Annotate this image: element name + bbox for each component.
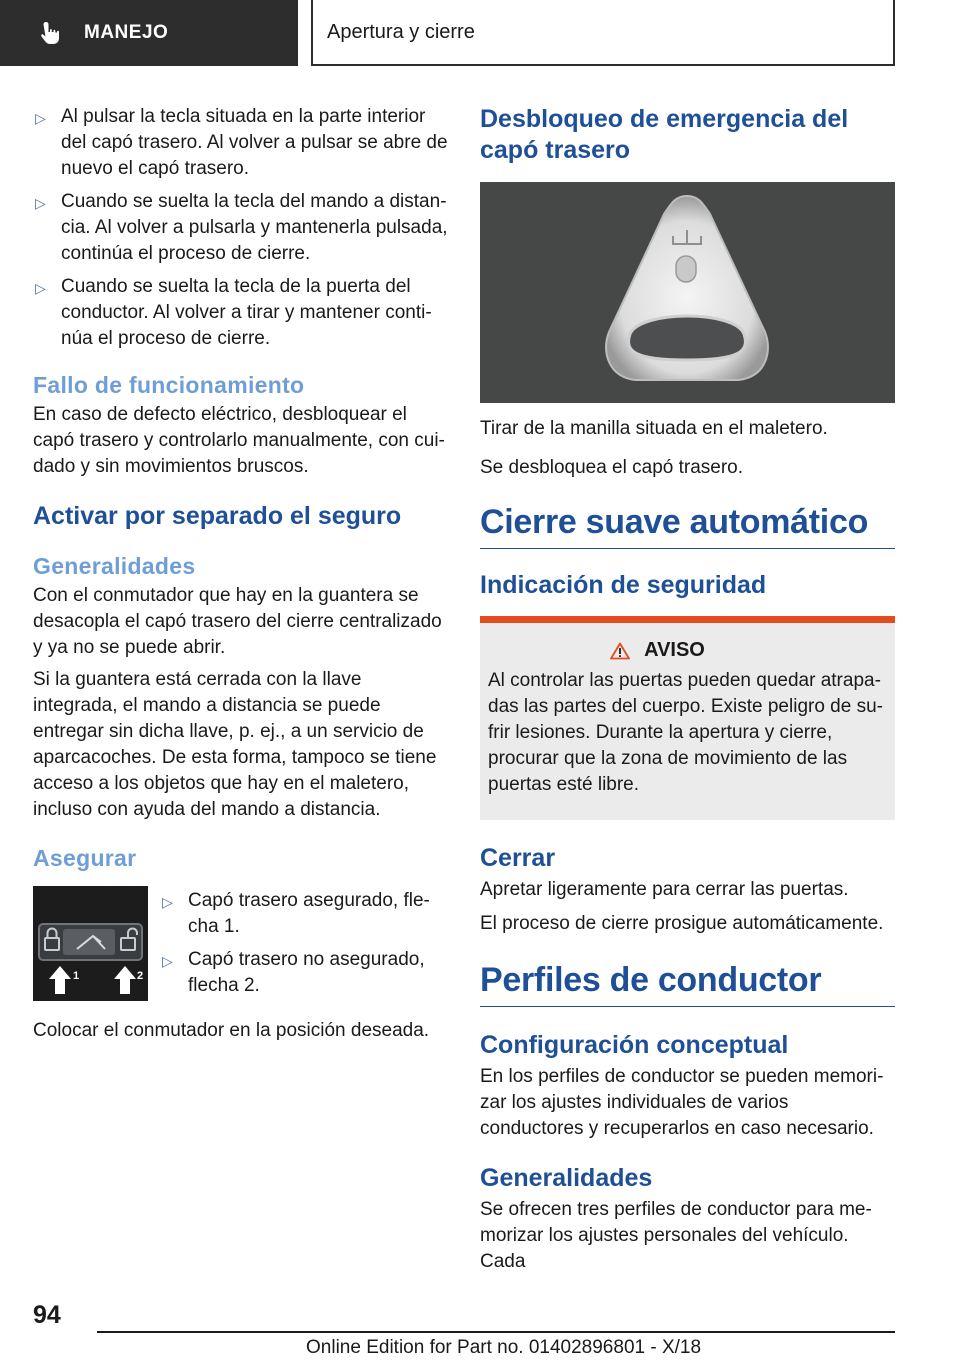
triangle-bullet-icon: ▷ <box>162 953 173 969</box>
generalidades-heading-left: Generalidades <box>33 553 196 579</box>
warning-triangle-icon <box>610 642 630 660</box>
warning-text: Al controlar las puertas pueden quedar atrapadas las partes del cuerpo. Existe peligro de sufrir lesiones. Durante la apertura y cierre, procurar que la zona de movimiento de las puertas esté libre. <box>488 670 883 795</box>
footer-divider <box>97 1331 895 1333</box>
left-column <box>33 104 448 1044</box>
list-item: ▷ Cuando se suelta la tecla de la puerta del conductor. Al volver a tirar y mantener continúa el proceso de cierre. <box>33 274 448 352</box>
fallo-heading: Fallo de funcionamiento <box>33 372 305 398</box>
emergency-release-handle-image <box>480 182 895 403</box>
generalidades-heading-right: Generalidades <box>480 1164 653 1192</box>
page-header <box>0 0 960 66</box>
generalidades-text-right: Se ofrecen tres perfiles de conductor para memorizar los ajustes personales del vehículo. Cada <box>480 1199 872 1272</box>
chapter-title-box <box>311 0 895 66</box>
cierre-heading: Cierre suave automático <box>480 503 895 549</box>
handle-illustration <box>480 182 895 403</box>
arrow-label-2: 2 <box>137 970 144 982</box>
page-number: 94 <box>33 1301 61 1329</box>
list-item: ▷ Capó trasero no asegurado, flecha 2. <box>160 947 448 999</box>
section-label: MANEJO <box>84 22 169 43</box>
config-text: En los perfiles de conductor se pueden memorizar los ajustes individuales de varios conductores y recuperarlos en caso necesario. <box>480 1066 884 1139</box>
list-item: ▷ Cuando se suelta la tecla del mando a distancia. Al volver a pulsarla y mantenerla pulsada, continúa el proceso de cierre. <box>33 189 448 267</box>
list-item: ▷ Al pulsar la tecla situada en la parte interior del capó trasero. Al volver a pulsar se abre de nuevo el capó trasero. <box>33 104 448 182</box>
cerrar-heading: Cerrar <box>480 844 556 872</box>
desbloqueo-heading: Desbloqueo de emergencia del capó trasero <box>480 105 849 164</box>
triangle-bullet-icon: ▷ <box>35 110 46 126</box>
trunk-lock-switch-image <box>33 886 148 1001</box>
cerrar-p1: Apretar ligeramente para cerrar las puertas. <box>480 879 849 900</box>
desbloqueo-p1: Tirar de la manilla situada en el maletero. <box>480 418 828 439</box>
perfiles-heading: Perfiles de conductor <box>480 961 895 1007</box>
asegurar-list <box>160 886 448 1006</box>
triangle-bullet-icon: ▷ <box>35 280 46 296</box>
generalidades-p2: Si la guantera está cerrada con la llave integrada, el mando a distancia se puede entregar sin dicha llave, p. ej., a un servicio de aparcacoches. De esta forma, tampoco se tiene acceso a los objetos que hay en el maletero, incluso con ayuda del mando a distancia. <box>33 669 437 820</box>
list-item: ▷ Capó trasero asegurado, flecha 1. <box>160 888 448 940</box>
asegurar-block <box>33 886 448 1006</box>
activar-heading: Activar por separado el seguro <box>33 502 402 530</box>
indicacion-heading: Indicación de seguridad <box>480 571 767 599</box>
footer-edition: Online Edition for Part no. 01402896801 - X/18 <box>306 1337 702 1358</box>
asegurar-heading: Asegurar <box>33 845 137 871</box>
asegurar-text: Colocar el conmutador en la posición deseada. <box>33 1020 430 1041</box>
warning-title-row <box>488 639 887 662</box>
generalidades-p1: Con el conmutador que hay en la guantera se desacopla el capó trasero del cierre centralizado y ya no se puede abrir. <box>33 585 442 658</box>
desbloqueo-p2: Se desbloquea el capó trasero. <box>480 457 744 478</box>
warning-box <box>480 616 895 820</box>
config-heading: Configuración conceptual <box>480 1031 789 1059</box>
triangle-bullet-icon: ▷ <box>162 894 173 910</box>
section-tab <box>0 0 298 66</box>
switch-illustration <box>33 886 148 1001</box>
fallo-text: En caso de defecto eléctrico, desbloquear el capó trasero y controlarlo manualmente, con cuidado y sin movimientos bruscos. <box>33 404 445 477</box>
triangle-bullet-icon: ▷ <box>35 195 46 211</box>
chapter-title: Apertura y cierre <box>327 20 475 43</box>
hand-pointer-icon <box>38 20 64 46</box>
cerrar-p2: El proceso de cierre prosigue automáticamente. <box>480 913 884 934</box>
right-column <box>480 104 895 1275</box>
arrow-label-1: 1 <box>73 970 80 982</box>
warning-title: AVISO <box>644 639 705 661</box>
